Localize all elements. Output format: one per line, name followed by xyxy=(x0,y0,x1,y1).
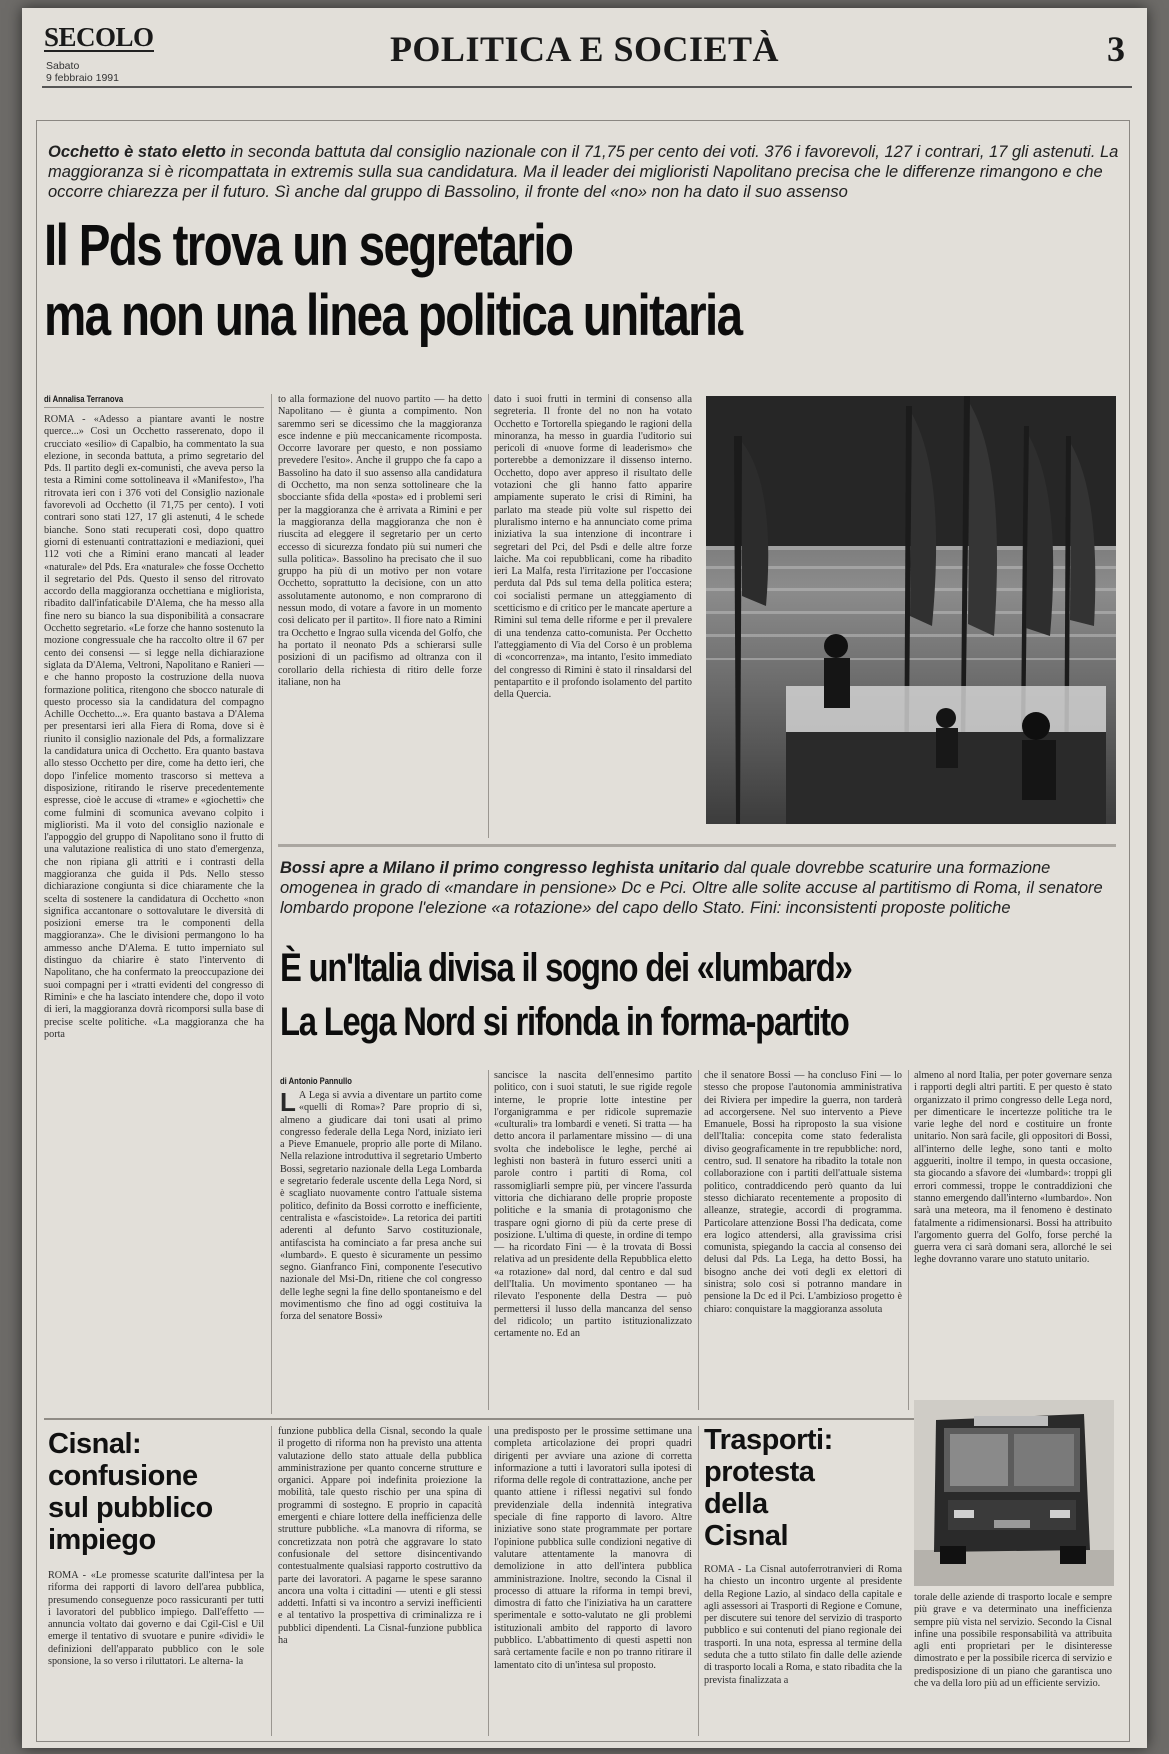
issue-full-date: 9 febbraio 1991 xyxy=(46,72,119,84)
article1-kicker-lead: Occhetto è stato eletto xyxy=(48,143,226,161)
article3-headline xyxy=(48,1428,248,1556)
column-divider xyxy=(488,1426,489,1736)
article1-kicker xyxy=(48,142,1123,202)
article3-column-1 xyxy=(48,1570,264,1736)
bus-photo-image xyxy=(914,1400,1114,1586)
article2-column-3 xyxy=(704,1070,902,1410)
article4-headline xyxy=(704,1424,904,1552)
article2-kicker-text: dal quale dovrebbe scaturire una formazione omogenea in grado di «mandare in pensione» Dc e Pci. Oltre alle solite accuse al partitismo di Roma, il senatore lombardo propone l'elezione «a rotazione» del capo dello Stato. Fini: inconsistenti proposte politiche xyxy=(280,859,1103,917)
top-rule xyxy=(42,86,1132,88)
newspaper-page xyxy=(22,8,1147,1748)
article2-dropcap: L xyxy=(280,1087,296,1117)
column-divider xyxy=(488,394,489,838)
column-divider xyxy=(488,1070,489,1410)
article1-headline-line2: ma non una linea politica unitaria xyxy=(44,283,742,348)
article3-column-3 xyxy=(494,1426,692,1736)
article2-column-3-text: che il senatore Bossi — ha concluso Fini — lo stesso che propose l'autonomia amministrativa dei Riviera per impedire la guerra, non tarderà ad accorgersene. Nel suo intervento a Pieve Emanuele, Bossi ha riproposto la sua visione dell'Italia: concepita come stato federalista diviso geograficamente in tre repubbliche: nord, centro, sud. Il senatore ha ribadito la totale non collaborazione con i partiti dell'attuale sistema politico, contraddicendo però quanto da lui stesso dichiarato recentemente a proposito di alleanze, strategie, accordi di programma. Particolare attenzione Bossi l'ha dedicata, come era logico attendersi, alla gravissima crisi comunista, spiegando la caccia al consenso dei delusi dal Pds. La Lega, ha detto Bossi, ha bisogno anche dei voti degli ex elettori di sinistra; solo così si potranno mandare in pensione la Dc ed il Pci. L'ambizioso progetto è chiaro: conquistare la maggioranza assoluta xyxy=(704,1070,902,1315)
article1-column-2 xyxy=(278,394,482,838)
article2-kicker xyxy=(280,858,1120,918)
article2-headline-line2: La Lega Nord si rifonda in forma-partito xyxy=(280,1000,849,1044)
article1-column-1-text: ROMA - «Adesso a piantare avanti le nostre querce...» Così un Occhetto rasserenato, dopo il crucciato «esilio» di Capalbio, ha commentato la sua elezione, in seconda battuta, a primo segretario del Pds. Il partito degli ex-comunisti, che aveva perso la testa a Rimini come sottolineava il «Manifesto», l'ha ritrovata ieri con i 376 voti del Consiglio nazionale favorevoli ad Occhetto (il 71,75 per cento). I voti contrari sono stati 127, 17 gli astenuti, 4 le schede bianche. Sono stati recuperati così, dopo quattro giorni di estenuanti contrattazioni e mediazioni, quei 112 voti che a Rimini erano mancati al leader «naturale» del Pds. Era «naturale» che fosse Occhetto il segretario del Pds. Questo il senso del ritrovato accordo della maggioranza occhettiana e migliorista, ribadito dall'infaticabile D'Alema, che ha messo alla fine nero su bianco la sua disponibilità a consacrare Occhetto segretario. «Le forze che hanno sostenuto la mozione congressuale che ha raccolto oltre il 67 per cento dei consensi — si legge nella dichiarazione siglata da D'Alema, Veltroni, Napolitano e Ranieri — e che hanno proposto la costruzione della nuova formazione politica, ritengono che sbocco naturale di questo processo sia la candidatura del compagno Achille Occhetto...». Era quanto bastava a D'Alema per presentarsi ieri alla Fiera di Roma, dove si è riunito il consiglio nazionale del Pds, a formalizzare la candidatura unica di Occhetto. Era quanto bastava allo stesso Occhetto per dire, come ha detto ieri, che dopo l'infelice momento trascorso si metteva a disposizione, ritirando le riserve precedentemente espresse, cioè le accuse di «trame» e «giochetti» che come fulmini di scomunica avevano colpito i miglioristi. Ma il voto del consiglio nazionale e l'appoggio del gruppo di Napolitano sono il frutto di una valutazione realistica di uno stato d'emergenza, che non ripiana gli attriti e i contrasti della maggioranza che guida il Pds. Nello stesso dichiarazione congiunta si dice chiaramente che la scelta di sostenere la candidatura di Occhetto «non significa accantonare o sottovalutare le diversità di posizioni emerse tra le componenti della maggioranza». Che le divisioni permangono lo ha ammesso anche D'Alema. E tutto imperniato sul distinguo da chiarire è stato l'intervento di Napolitano, che ha confermato la preoccupazione dei suoi compagni per i «tratti evidenti del congresso di Rimini» e che ha lasciato intendere che, dopo il voto di ieri, la maggioranza dovrà ricomporsi sulla base di precise scelte politiche. «La maggioranza che ha porta xyxy=(44,414,264,1040)
issue-day: Sabato xyxy=(46,60,80,72)
article2-column-4-text: almeno al nord Italia, per poter governare senza i rapporti degli altri partiti. E per questo è stato organizzato il primo congresso delle Lega nord, per dimenticare le incertezze politiche tra le varie leghe del nord e costituire un fronte unitario. Non sarà facile, gli oppositori di Bossi, all'interno delle leghe, sono tanti e molto aggueriti, inoltre il tempo, in questa occasione, sta giocando a sfavore dei «lumbard»: troppi gli errori commessi, troppe le contraddizioni che stanno emergendo dall'interno «lumbardo». Non sarà una meteora, ma il fenomeno è destinato fatalmente a ridimensionarsi. Bossi ha attribuito l'argomento guerra del Golfo, forse perché la guerra vera ci sarà domani sera, allorché le sei leghe dovranno varare uno statuto unitario. xyxy=(914,1070,1112,1266)
byline-rule xyxy=(44,407,264,408)
article1-byline: di Annalisa Terranova xyxy=(44,394,124,404)
article2-column-2 xyxy=(494,1070,692,1410)
column-divider xyxy=(698,1426,699,1736)
article1-column-3-text: dato i suoi frutti in termini di consenso alla segreteria. Il fronte del no non ha votato Occhetto e Tortorella spiegando le ragioni della minoranza, ha messo in guardia l'uditorio sui pericoli di «nuove forme di leaderismo» che porterebbe a demonizzare il dissenso interno. Occhetto, dopo aver appreso il risultato delle votazioni che gli hanno fatto apparire ampiamente superato le crisi di Rimini, ha parlato ma steade più volte sul rispetto dei pluralismo interno e ha annunciato come prima iniziativa la sua intenzione di incontrare i segretari del Pci, del Psdi e delle altre forze laiche. Ma coi repubblicani, come ha ribadito ieri La Malfa, resta l'irritazione per l'occasione perduta dal Pds sul tema della politica estera; coi socialisti permane un atteggiamento di scetticismo e di critico per le mancate aperture a Rimini sul tema delle riforme e per il prevalere di una tendenza catto-comunista. Per Occhetto l'atteggiamento di Via del Corso è un problema di «concorrenza», ma intanto, l'esito immediato del congresso di Rimini è stato il rinsaldarsi del pentapartito e il profondo isolamento del partito della Quercia. xyxy=(494,394,692,701)
column-divider xyxy=(271,394,272,1414)
article3-column-1-text: ROMA - «Le promesse scaturite dall'intesa per la riforma dei rapporti di lavoro dell'area pubblica, presumendo conseguenze poco rassicuranti per tutti i lavoratori del pubblico impiego. Dall'effetto — annuncia voltato dai governo e dai Cgil-Cisl e Uil emerge il tentativo di svuotare e punire «dividi» le definizioni dell'apparato pubblico con le sole sponsione, la so verso i riluttatori. Le alterna- la xyxy=(48,1570,264,1668)
article4-column-1 xyxy=(704,1564,902,1736)
article2-kicker-lead: Bossi apre a Milano il primo congresso leghista unitario xyxy=(280,859,720,877)
article2-column-4 xyxy=(914,1070,1112,1266)
article1-column-1 xyxy=(44,414,264,1414)
article3-column-3-text: una predisposto per le prossime settimane una completa articolazione dei propri quadri dirigenti per avviare una azione di corretta informazione a tutti i lavoratori sulla ipotesi di riforma delle regole di contrattazione, anche per quanto attiene i riflessi negativi sul fondo previdenziale della indennità integrativa speciale di fine rapporto di lavoro. Altre iniziative sono state programmate per portare l'opinione pubblica sulle condizioni negative di valutare attentamente la manovra di demolizione in atto dell'intera pubblica amministrazione. Inoltre, secondo la Cisnal il processo di attuare la riforma in tempi brevi, dimostra di fatto che l'iniziativa ha un carattere sperimentale e sotto-valutato ne gli problemi istituzionali ambito del rapporto di lavoro pubblico. L'abbattimento di questi aspetti non sarà certamente facile e non po tranno ritirare il lamentato cito di un'intesa sul proposto. xyxy=(494,1426,692,1671)
article2-column-1-text: A Lega si avvia a diventare un partito come «quelli di Roma»? Pare proprio di sì, almeno a giudicare dai toni usati al primo congresso federale della Lega Nord, iniziato ieri a Pieve Emanuele, proprio alle porte di Milano. Nella relazione introduttiva il segretario Umberto Bossi, segretario nazionale della Lega Lombarda e segretario federale uscente della Lega Nord, si è scagliato nuovamente contro l'attuale sistema politico, definito da Bossi corrotto e inefficiente, centralista e «fascistoide». La retorica dei partiti aderenti al defunto Sarvo costituzionale, antifascista ha cominciato a far presa anche sui «lumbard». E questo è sicuramente un pessimo segno. Gianfranco Fini, componente l'esecutivo nazionale del Msi-Dn, ritiene che col congresso delle leghe segni la fine dello spontaneismo e del movimentismo che fino ad oggi costituiva la forza del senatore Bossi» xyxy=(280,1090,482,1323)
article1-headline-line1: Il Pds trova un segretario xyxy=(44,213,573,278)
column-divider xyxy=(908,1070,909,1410)
bus-photo xyxy=(914,1400,1114,1586)
newspaper-logo: SECOLO xyxy=(44,22,154,52)
congress-photo-image xyxy=(706,396,1116,824)
article3-column-2 xyxy=(278,1426,482,1736)
article2-column-1 xyxy=(280,1087,482,1410)
article4-headline-line4: Cisnal xyxy=(704,1520,789,1552)
article4-headline-line1: Trasporti: xyxy=(704,1424,833,1456)
article3-headline-line1: Cisnal: xyxy=(48,1428,142,1460)
column-divider xyxy=(698,1070,699,1410)
article4-headline-line3: della xyxy=(704,1488,768,1520)
bottom-divider xyxy=(44,1418,918,1420)
section-divider xyxy=(278,844,1116,847)
article2-column-2-text: sancisce la nascita dell'ennesimo partito politico, con i suoi statuti, le sue rigide regole interne, le proprie lotte intestine per l'organigramma e per ridicole supremazie «culturali» tra lombardi e veneti. Si tratta — ha detto ancora il parlamentare missino — di una svolta che indebolisce le leghe, perché ai leghisti non basterà in futuro esserci uniti a parole contro i partiti di Roma, col rassomigliarli sempre più, per vincere l'assurda vittoria che dichiarano delle proprie proposte politiche e la smania di protagonismo che traspare ogni giorno di più da certe prese di posizione. L'ultima di queste, in ordine di tempo — ha ricordato Fini — è la trovata di Bossi relativa ad un presidente della Repubblica eletto «a rotazione» dal nord, dal centro e dal sud dell'Italia. Un movimento spontaneo — ha rilevato l'esponente della Destra — può permettersi il lusso della mancanza del senso del ridicolo; un partito istituzionalizzato certamente no. Ed an xyxy=(494,1070,692,1340)
section-title: POLITICA E SOCIETÀ xyxy=(389,29,780,69)
article3-headline-line2: confusione xyxy=(48,1460,198,1492)
article2-byline: di Antonio Pannullo xyxy=(280,1076,352,1086)
article4-headline-line2: protesta xyxy=(704,1456,815,1488)
article3-column-2-text: funzione pubblica della Cisnal, secondo la quale il progetto di riforma non ha previsto una attenta valutazione dello stato attuale della pubblica amministrazione per quanto concerne strutture e organici. Appare poi indefinita proiezione la mobilità, tale questo rischio per una spina di programmi di sostegno. E proprio in capacità emergenti e chiare lottere della inefficienza delle strutture pubbliche. «La manovra di riforma, se concretizzata non potrà che aggravare lo stato confusionale del settore disincentivando contestualmente qualsiasi rapporto costruttivo da parte dei lavoratori. A pagarne le spese saranno ancora una volta i cittadini — utenti e gli stessi addetti. Infatti si va incontro a servizi inefficienti e al tentativo la prospettiva di criminalizza re i pubblici dipendenti. La Cisnal-funzione pubblica ha xyxy=(278,1426,482,1647)
article4-column-2 xyxy=(914,1592,1112,1736)
article4-column-1-text: ROMA - La Cisnal autoferrotranvieri di Roma ha chiesto un incontro urgente al presidente della Regione Lazio, al sindaco della capitale e agli assessori ai Trasporti di Regione e Comune, per discutere sui tenore del servizio di trasporto pubblico e sui contenuti del piano regionale dei trasporti. In una nota, espressa al termine della seduta che a tutto stilato fin dalle delle aziende di trasporto locali a Roma, e stato ribadita che la prevista finalizzata a xyxy=(704,1564,902,1686)
column-divider xyxy=(271,1426,272,1736)
article4-column-2-text: torale delle aziende di trasporto locale e sempre più grave e va determinato una inefficienza sempre più vista nel servizio. Secondo la Cisnal infine una possibile responsabilità va attribuita agli enti proprietari per le disinteresse dimostrato e per la possibile ricerca di servizio e predisposizione di un piano che garantisca uno che va della loro più ad un efficiente servizio. xyxy=(914,1592,1112,1690)
article1-kicker-text: in seconda battuta dal consiglio nazionale con il 71,75 per cento dei voti. 376 i favorevoli, 127 i contrari, 17 gli astenuti. La maggioranza si è ricompattata in extremis sulla sua candidatura. Ma il leader dei miglioristi Napolitano precisa che le differenze rimangono e che occorre chiarezza per il futuro. Sì anche dal gruppo di Bassolino, il fronte del «no» non ha dato il suo assenso xyxy=(48,143,1119,201)
article1-column-2-text: to alla formazione del nuovo partito — ha detto Napolitano — è giunta a compimento. Non saremmo seri se dicessimo che la maggioranza esce indenne e più meccanicamente ricomposta. Occorre lavorare per questo, e non possiamo prevedere l'esito». Anche il gruppo che fa capo a Bassolino ha dato il suo assenso alla candidatura di Occhetto, ma non senza sottolineare che la sbocciante sfida della «posta» ed i problemi seri per la maggioranza che è arrivata a Rimini e per la maggioranza della maggioranza che non è riuscita ad eleggere il segretario per un certo eccesso di sicurezza fondato più sui numeri che sulla politica». Bassolino ha precisato che il suo gruppo ha più di un motivo per non votare Occhetto, soprattutto la decisione, con un atto assolutamente autonomo, e non comprarono di nessun modo, di votare a favore in un momento così delicato per il partito». Il fiore nato a Rimini tra Occhetto e Ingrao sulla vicenda del Golfo, che ha portato il neonato Pds a schierarsi sulle posizioni di un pacifismo ad oltranza con il corollario della richiesta di ritiro delle forze italiane, non ha xyxy=(278,394,482,688)
article3-headline-line4: impiego xyxy=(48,1524,156,1556)
article2-headline-line1: È un'Italia divisa il sogno dei «lumbard» xyxy=(280,946,852,990)
page-number: 3 xyxy=(1107,29,1125,69)
congress-photo xyxy=(706,396,1116,824)
article1-column-3 xyxy=(494,394,692,838)
article3-headline-line3: sul pubblico xyxy=(48,1492,213,1524)
